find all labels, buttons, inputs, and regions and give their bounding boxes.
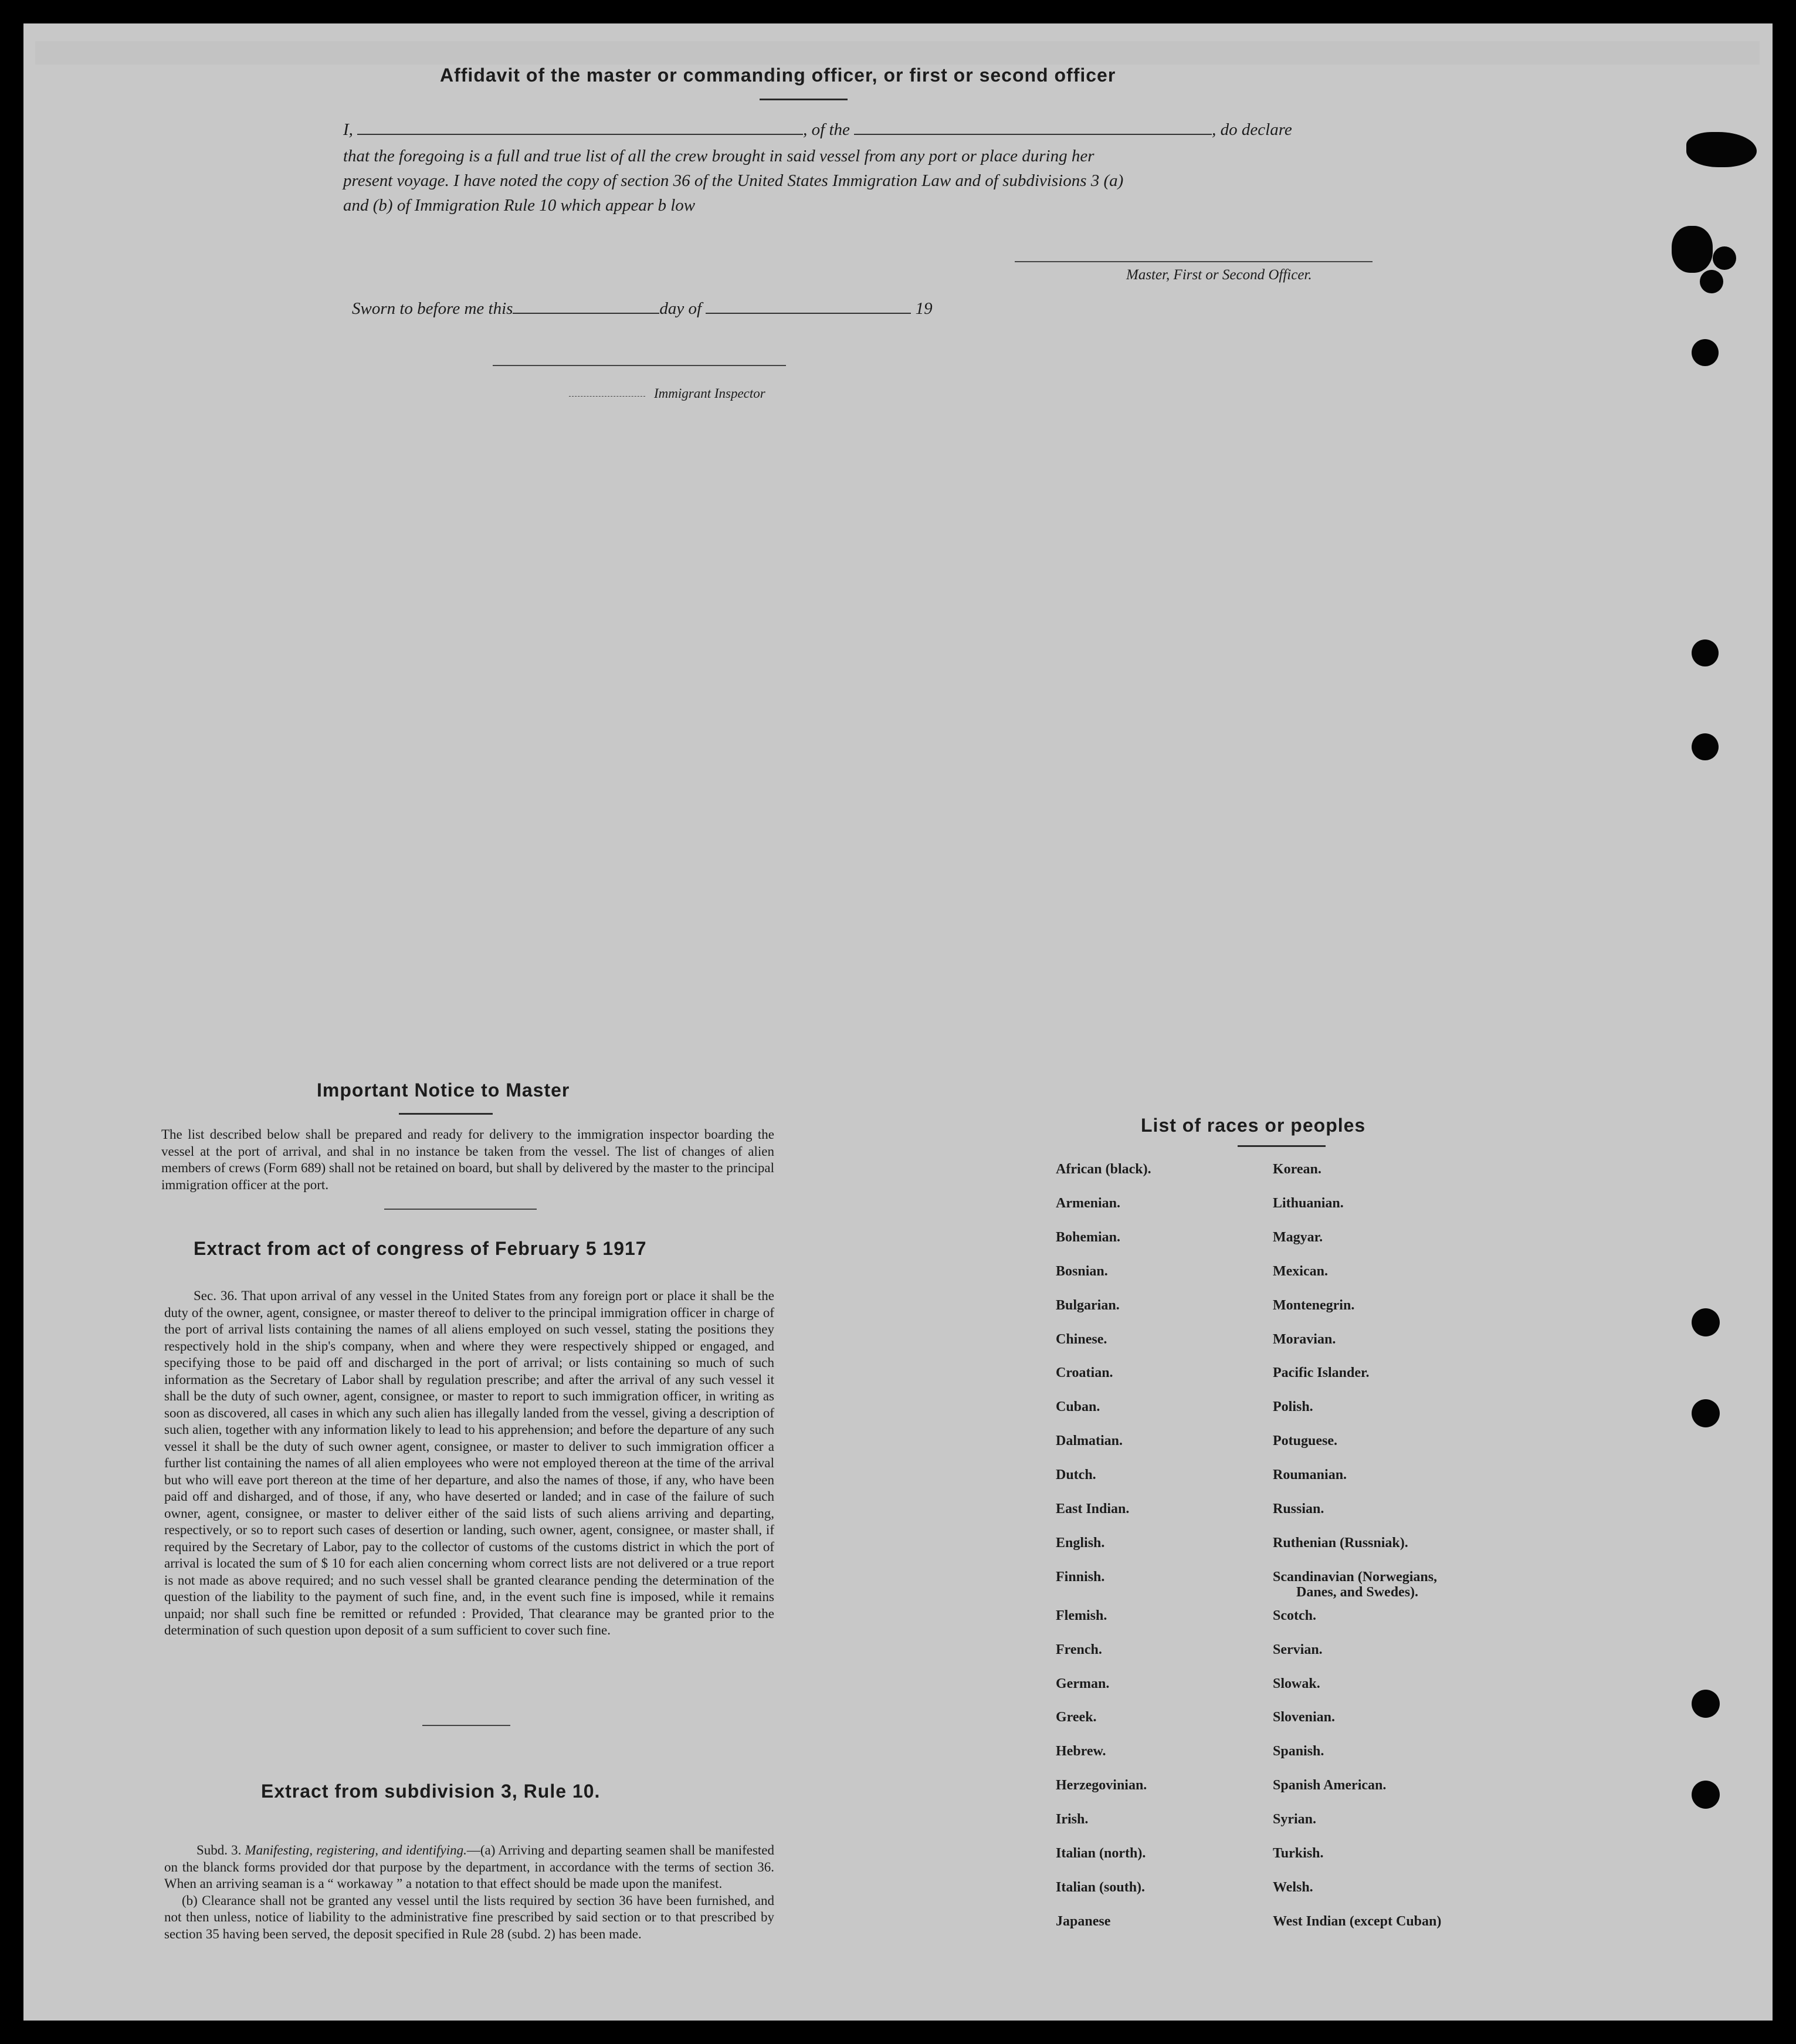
day-of-label: day of [659, 299, 702, 318]
race-item: Bosnian. [1056, 1264, 1108, 1279]
inspector-name-line [569, 396, 645, 397]
race-item: Magyar. [1273, 1230, 1323, 1245]
notice-divider [384, 1209, 537, 1210]
sworn-day-blank[interactable] [513, 300, 659, 314]
sworn-month-blank[interactable] [706, 300, 911, 314]
races-heading-rule [1238, 1145, 1326, 1147]
affidavit-line-2: that the foregoing is a full and true list of all the crew brought in said vessel from any port or place during her [343, 147, 1094, 165]
sworn-line [352, 299, 933, 319]
rule-part-b: (b) Clearance shall not be granted any vessel until the lists required by section 36 have been furnished, and not then unless, notice of liability to the administrative fine prescribed by said section or to that prescribed by section 35 having been served, the deposit specified in Rule 28 (subd. 2) has been made. [164, 1893, 774, 1941]
act-heading: Extract from act of congress of February 5 1917 [194, 1238, 647, 1259]
race-item: East Indian. [1056, 1501, 1130, 1517]
affidavit-line-3: present voyage. I have noted the copy of section 36 of the United States Immigration Law and of subdivisions 3 (a) [343, 171, 1124, 190]
race-item: Montenegrin. [1273, 1298, 1355, 1313]
rule-subd-label: Subd. 3. [196, 1843, 242, 1857]
punch-hole [1692, 1399, 1720, 1427]
race-item: Russian. [1273, 1501, 1324, 1517]
race-item: English. [1056, 1535, 1105, 1551]
rule-subd-title: Manifesting, registering, and identifying. [245, 1843, 467, 1857]
sworn-year: 19 [915, 299, 933, 318]
ink-blot [1686, 132, 1757, 167]
race-item: Herzegovinian. [1056, 1778, 1147, 1793]
race-item: Spanish. [1273, 1744, 1324, 1759]
race-item: Chinese. [1056, 1332, 1107, 1347]
punch-hole [1700, 270, 1723, 293]
race-item: African (black). [1056, 1162, 1151, 1177]
race-item: Greek. [1056, 1710, 1097, 1725]
punch-hole [1692, 339, 1719, 366]
vessel-blank[interactable] [854, 121, 1212, 135]
race-item: Slovenian. [1273, 1710, 1336, 1725]
punch-hole [1692, 639, 1719, 666]
master-signature-line[interactable] [1015, 261, 1373, 262]
name-blank[interactable] [357, 121, 803, 135]
affidavit-do-declare: , do declare [1212, 120, 1292, 139]
form-page [23, 23, 1773, 2021]
race-item: Flemish. [1056, 1608, 1107, 1623]
race-item: Syrian. [1273, 1812, 1317, 1827]
race-item: Roumanian. [1273, 1467, 1347, 1483]
race-item: Italian (north). [1056, 1846, 1146, 1861]
affidavit-line-4: and (b) of Immigration Rule 10 which appear b low [343, 196, 696, 215]
race-item: Italian (south). [1056, 1880, 1146, 1895]
punch-hole [1692, 1308, 1720, 1336]
bleed-through-header [35, 41, 1760, 65]
master-signature-label: Master, First or Second Officer. [1126, 267, 1312, 283]
affidavit-of-the: , of the [803, 120, 850, 139]
race-item: Potuguese. [1273, 1433, 1337, 1449]
race-item: Scandinavian (Norwegians, [1273, 1569, 1438, 1585]
inspector-signature-line[interactable] [493, 365, 786, 366]
act-text: That upon arrival of any vessel in the United States from any foreign port or place it shall be the duty of the owner, agent, consignee, or master thereof to deliver to the principal immigration officer in charge of the port of arrival lists containing the names of all aliens employed on such vessel, stating the positions they respectively hold in the ship's company, when and where they were respectively shipped or engaged, and specifying those to be paid off and discharged in the port of arrival; or lists containing so much of such information as the Secretary of Labor shall by regulation prescribe; and after the arrival of any such vessel it shall be the duty of such owner, agent, consignee, or master to report to such immigration officer, in writing as soon as discovered, all cases in which any such alien has illegally landed from the vessel, giving a description of such alien, together with any information likely to lead to his apprehension; and before the departure of any such vessel it shall be the duty of such owner agent, consignee, or master to deliver to such immigration officer a further list containing the names of all alien employees who were not employed thereon at the time of the arrival but who will eave port thereon at the time of her departure, and also the names of those, if any, who have been paid off and disharged, and of those, if any, who have deserted or landed; and in case of the failure of such owner, agent, consignee, or master to deliver either of the said lists of such aliens arriving and departing, respectively, or so to report such cases of desertion or landing, such owner, agent, consignee, or master shall, if required by the Secretary of Labor, pay to the collector of customs of the customs district in which the port of arrival is located the sum of $ 10 for each alien concerning whom correct lists are not delivered or a true report is not made as above required; and no such vessel shall be granted clearance pending the determination of the question of the liability to the payment of such fine, and, in the event such fine is imposed, while it remains unpaid; nor shall such fine be remitted or refunded : Provided, That clearance may be granted prior to the determination of such question upon deposit of a sum sufficient to cover such fine. [164, 1288, 774, 1637]
affidavit-heading: Affidavit of the master or commanding officer, or first or second officer [440, 65, 1116, 86]
race-item: Lithuanian. [1273, 1196, 1344, 1211]
race-item: Scotch. [1273, 1608, 1316, 1623]
sworn-label: Sworn to before me this [352, 299, 513, 318]
race-item: Polish. [1273, 1399, 1313, 1414]
race-item: Japanese [1056, 1914, 1111, 1929]
race-item: Bohemian. [1056, 1230, 1121, 1245]
punch-hole [1692, 1690, 1720, 1718]
notice-text: The list described below shall be prepared and ready for delivery to the immigration inspector boarding the vessel at the port of arrival, and shal in no instance be taken from the vessel. The list of changes of alien members of crews (Form 689) shall not be retained on board, but shall by delivered by the master to the principal immigration officer at the port. [161, 1127, 774, 1192]
race-item: Moravian. [1273, 1332, 1336, 1347]
act-sec-label: Sec. 36. [194, 1288, 238, 1303]
rule-text [164, 1842, 774, 1943]
race-item: Ruthenian (Russniak). [1273, 1535, 1408, 1551]
race-item: German. [1056, 1676, 1110, 1691]
rule-part-a [164, 1842, 774, 1893]
race-item: Dalmatian. [1056, 1433, 1123, 1449]
race-item: Servian. [1273, 1642, 1323, 1657]
inspector-label: Immigrant Inspector [654, 386, 765, 401]
ink-blot [1672, 226, 1713, 273]
notice-heading: Important Notice to Master [317, 1079, 570, 1101]
race-item: Irish. [1056, 1812, 1089, 1827]
race-item: Croatian. [1056, 1365, 1113, 1380]
affidavit-heading-rule [760, 99, 848, 100]
act-section-36 [164, 1288, 774, 1639]
act-divider [422, 1725, 510, 1726]
race-item: Hebrew. [1056, 1744, 1106, 1759]
race-item: Mexican. [1273, 1264, 1328, 1279]
race-item: Bulgarian. [1056, 1298, 1120, 1313]
race-item: Cuban. [1056, 1399, 1100, 1414]
rule-part-a-text: —(a) Arriving and departing seamen shall be manifested on the blanck forms provided dor that purpose by the department, in accordance with the terms of section 36. When an arriving seaman is a “ workaway ” a notation to that effect should be made upon the manifest. [164, 1843, 775, 1891]
rule-heading: Extract from subdivision 3, Rule 10. [261, 1781, 601, 1802]
notice-heading-rule [399, 1113, 493, 1115]
race-item: Slowak. [1273, 1676, 1320, 1691]
race-item-continuation: Danes, and Swedes). [1296, 1585, 1419, 1600]
race-item: Dutch. [1056, 1467, 1096, 1483]
race-item: Korean. [1273, 1162, 1321, 1177]
race-item: Spanish American. [1273, 1778, 1387, 1793]
punch-hole [1692, 1781, 1720, 1809]
race-item: Welsh. [1273, 1880, 1313, 1895]
punch-hole [1713, 246, 1736, 270]
race-item: Armenian. [1056, 1196, 1120, 1211]
affidavit-i: I, [343, 120, 353, 139]
race-item: West Indian (except Cuban) [1273, 1914, 1442, 1929]
race-item: Pacific Islander. [1273, 1365, 1370, 1380]
affidavit-line-1 [343, 120, 1292, 140]
punch-hole [1692, 733, 1719, 760]
races-heading: List of races or peoples [1141, 1115, 1366, 1136]
race-item: French. [1056, 1642, 1102, 1657]
race-item: Turkish. [1273, 1846, 1324, 1861]
race-item: Finnish. [1056, 1569, 1105, 1585]
